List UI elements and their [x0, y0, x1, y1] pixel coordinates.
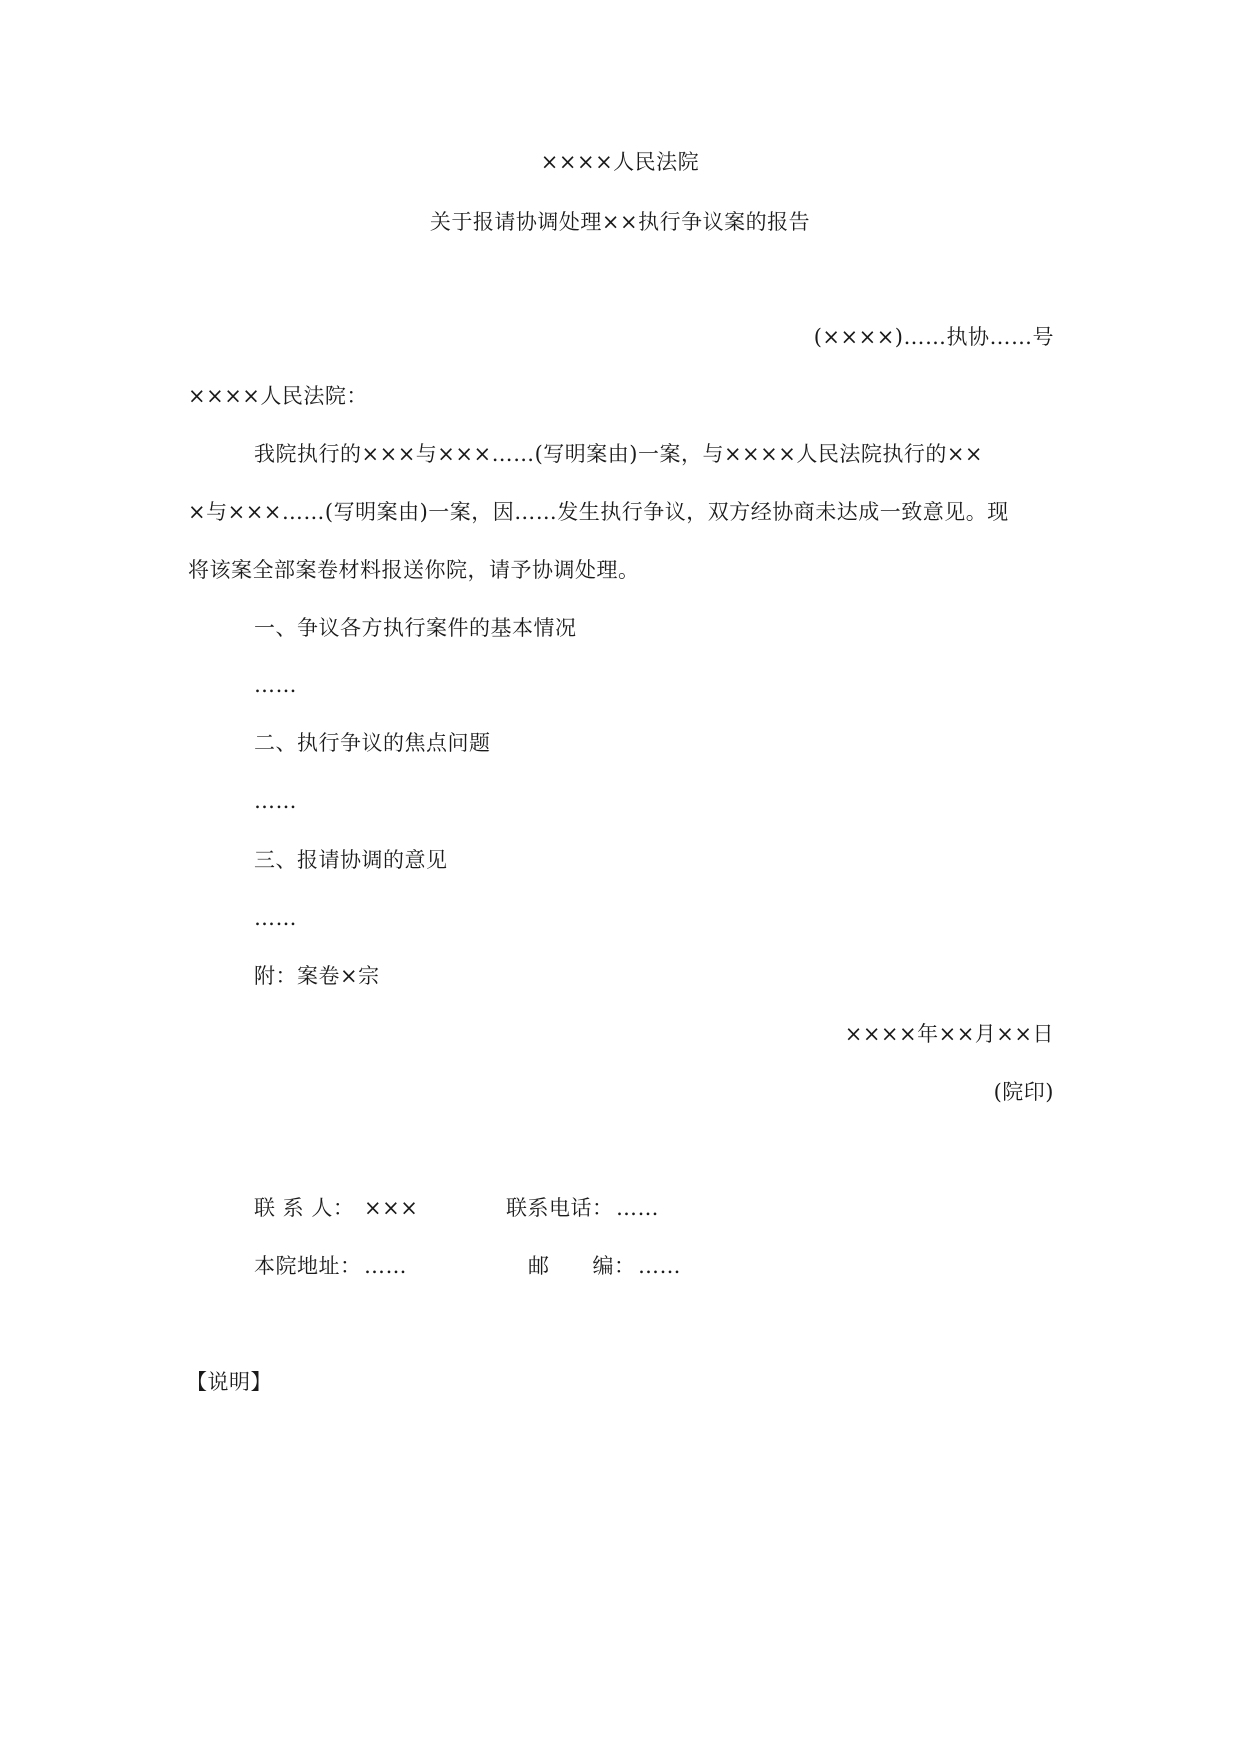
- contact-person-value: ×××: [364, 1196, 419, 1220]
- section-content-1: ……: [254, 673, 297, 697]
- postcode-value: ……: [638, 1254, 681, 1278]
- section-content-2: ……: [254, 789, 297, 813]
- document-date: ××××年××月××日: [844, 1022, 1054, 1046]
- case-number: (××××)……执协……号: [813, 325, 1054, 349]
- contact-phone-label: 联系电话：: [506, 1196, 614, 1220]
- attachment-note: 附：案卷×宗: [254, 964, 380, 988]
- postcode-label: 邮 编：: [528, 1254, 636, 1278]
- contact-phone-value: ……: [616, 1196, 659, 1220]
- section-heading-1: 一、争议各方执行案件的基本情况: [254, 616, 577, 640]
- section-heading-3: 三、报请协调的意见: [254, 848, 448, 872]
- body-paragraph-line-1: 我院执行的×××与×××……(写明案由)一案，与××××人民法院执行的××: [254, 442, 984, 466]
- court-header: ××××人民法院: [540, 150, 700, 174]
- body-paragraph-line-2: ×与×××……(写明案由)一案，因……发生执行争议，双方经协商未达成一致意见。现: [188, 500, 1009, 524]
- body-paragraph-line-3: 将该案全部案卷材料报送你院，请予协调处理。: [188, 558, 640, 582]
- document-title: 关于报请协调处理××执行争议案的报告: [429, 210, 811, 234]
- court-address-label: 本院地址：: [254, 1254, 362, 1278]
- section-content-3: ……: [254, 906, 297, 930]
- court-seal: (院印): [993, 1080, 1054, 1104]
- addressee: ××××人民法院：: [188, 384, 368, 408]
- note-heading: 【说明】: [186, 1370, 272, 1394]
- section-heading-2: 二、执行争议的焦点问题: [254, 731, 491, 755]
- contact-person-label: 联 系 人：: [254, 1196, 355, 1220]
- court-address-value: ……: [364, 1254, 407, 1278]
